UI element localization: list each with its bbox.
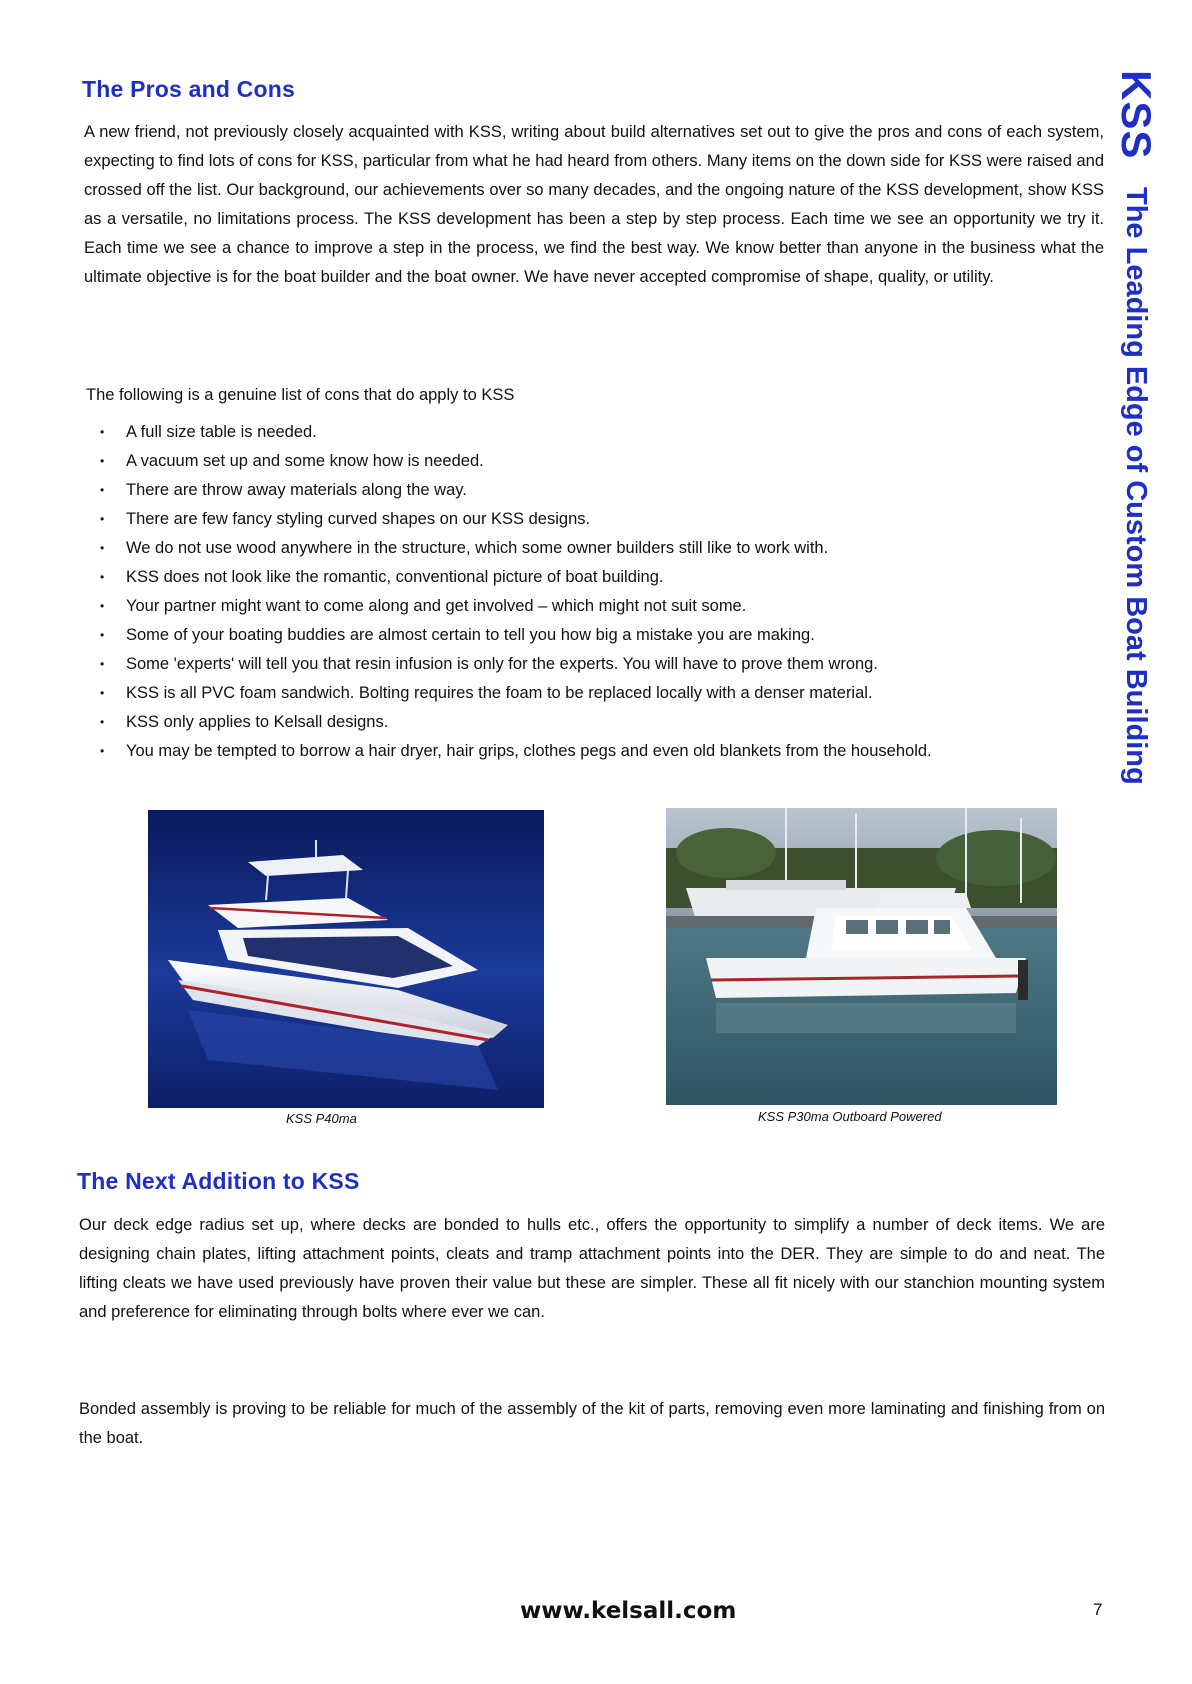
- list-item: • There are few fancy styling curved shapes on our KSS designs.: [100, 505, 1102, 534]
- intro-paragraph: A new friend, not previously closely acquainted with KSS, writing about build alternatives set out to give the pros and cons of each system, expecting to find lots of cons for KSS, particular from what he had heard from others. Many items on the down side for KSS were raised and crossed off the list. Our background, our achievements over so many decades, and the ongoing nature of the KSS development, show KSS as a versatile, no limitations process. The KSS development has been a step by step process. Each time we see an opportunity we try it. Each time we see a chance to improve a step in the process, we find the best way. We know better than anyone in the business what the ultimate objective is for the boat builder and the boat owner. We have never accepted compromise of shape, quality, or utility.: [84, 123, 1104, 286]
- bullet-icon: •: [100, 744, 105, 758]
- section-heading-next-addition: The Next Addition to KSS: [77, 1168, 360, 1194]
- photo-caption: KSS P40ma: [286, 1111, 357, 1126]
- boat-marina-photo: [666, 808, 1057, 1105]
- boat-render-image: [148, 810, 544, 1108]
- list-item: • You may be tempted to borrow a hair dryer, hair grips, clothes pegs and even old blankets from the household.: [100, 737, 1102, 766]
- list-item: • Some 'experts' will tell you that resin infusion is only for the experts. You will have to prove them wrong.: [100, 650, 1102, 679]
- cons-list: [100, 418, 1102, 766]
- bullet-icon: •: [100, 570, 105, 584]
- bullet-icon: •: [100, 686, 105, 700]
- list-item: • KSS does not look like the romantic, conventional picture of boat building.: [100, 563, 1102, 592]
- list-item: • Some of your boating buddies are almost certain to tell you how big a mistake you are making.: [100, 621, 1102, 650]
- section-heading-pros-cons: The Pros and Cons: [82, 76, 295, 102]
- body-paragraph: Our deck edge radius set up, where decks are bonded to hulls etc., offers the opportunity to simplify a number of deck items. We are designing chain plates, lifting attachment points, cleats and tramp attachment points into the DER. They are simple to do and neat. The lifting cleats we have used previously have proven their value but these are simpler. These all fit nicely with our stanchion mounting system and preference for eliminating through bolts where ever we can.: [79, 1216, 1105, 1321]
- list-item: • KSS is all PVC foam sandwich. Bolting requires the foam to be replaced locally with a denser material.: [100, 679, 1102, 708]
- bullet-icon: •: [100, 628, 105, 642]
- brand-logo-text: KSS: [1113, 70, 1160, 160]
- bullet-icon: •: [100, 541, 105, 555]
- list-item: • We do not use wood anywhere in the structure, which some owner builders still like to work with.: [100, 534, 1102, 563]
- photo-caption: KSS P30ma Outboard Powered: [758, 1109, 942, 1124]
- bullet-icon: •: [100, 483, 105, 497]
- footer-website-url: www.kelsall.com: [520, 1598, 737, 1624]
- cons-list-intro: The following is a genuine list of cons that do apply to KSS: [86, 386, 515, 404]
- bullet-icon: •: [100, 715, 105, 729]
- list-item: • Your partner might want to come along and get involved – which might not suit some.: [100, 592, 1102, 621]
- bullet-icon: •: [100, 599, 105, 613]
- bullet-icon: •: [100, 425, 105, 439]
- bullet-icon: •: [100, 657, 105, 671]
- bullet-icon: •: [100, 512, 105, 526]
- list-item: • KSS only applies to Kelsall designs.: [100, 708, 1102, 737]
- vertical-banner: [1112, 70, 1160, 970]
- tagline: The Leading Edge of Custom Boat Building: [1120, 187, 1152, 786]
- list-item: • A vacuum set up and some know how is needed.: [100, 447, 1102, 476]
- bullet-icon: •: [100, 454, 105, 468]
- list-item: • A full size table is needed.: [100, 418, 1102, 447]
- page-number: 7: [1093, 1600, 1103, 1619]
- list-item: • There are throw away materials along the way.: [100, 476, 1102, 505]
- body-paragraph: Bonded assembly is proving to be reliable for much of the assembly of the kit of parts, removing even more laminating and finishing from on the boat.: [79, 1400, 1105, 1447]
